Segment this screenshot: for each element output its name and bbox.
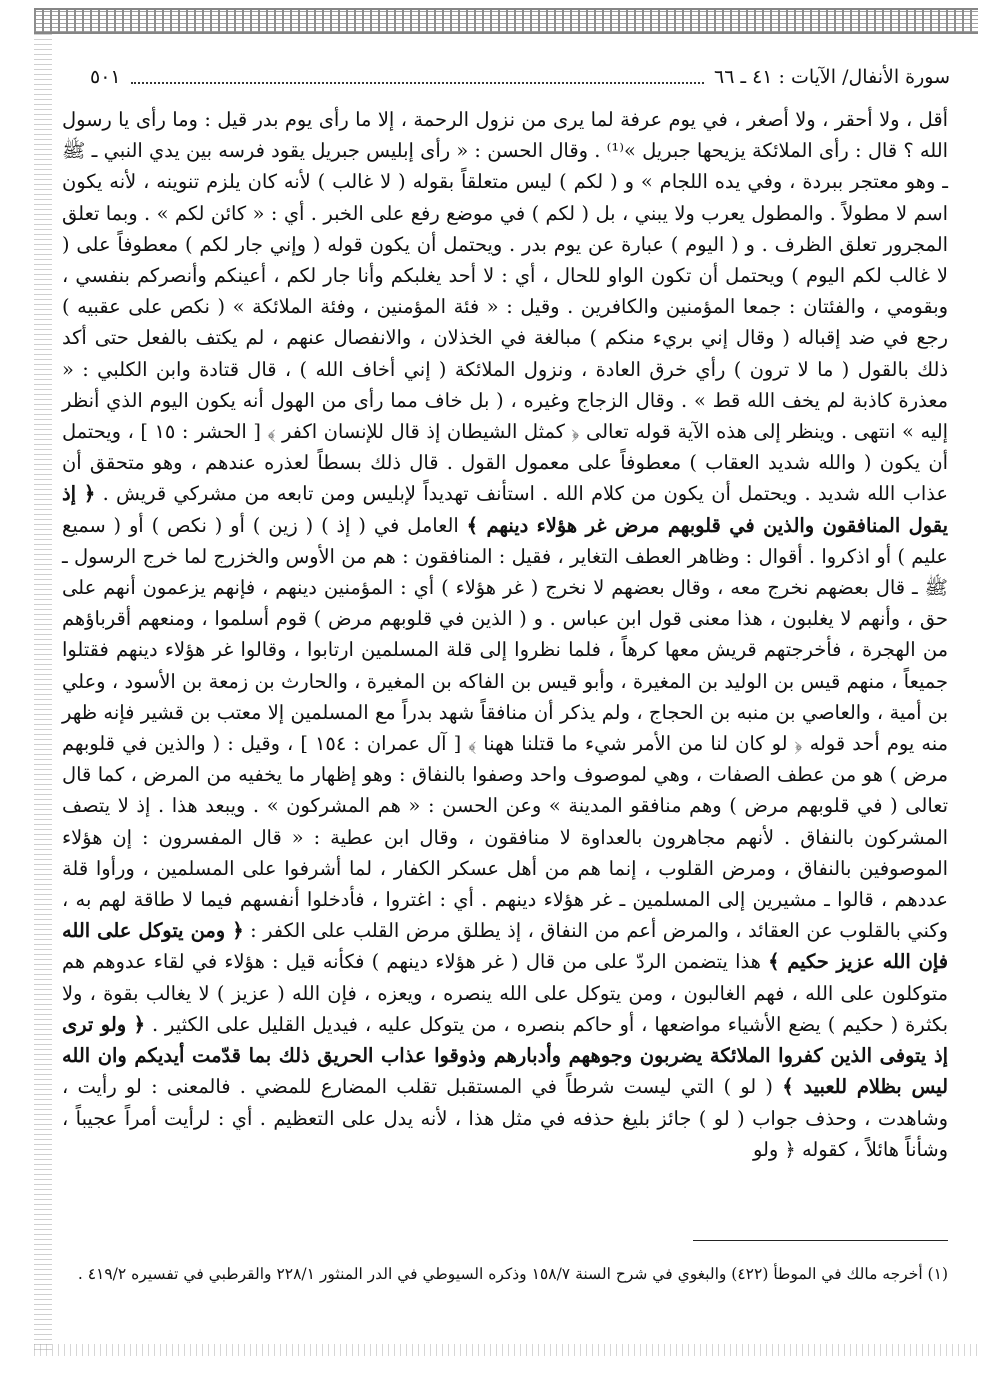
quran-verse: ﴿ إذ يقول المنافقون والذين في قلوبهم مرض غر هؤلاء دينهم ﴾: [62, 482, 948, 537]
main-text: [62, 104, 948, 1165]
footnote-separator: [693, 1240, 948, 1241]
page-header-title: سورة الأنفال/ الآيات : ٤١ ـ ٦٦: [713, 66, 950, 88]
commentary-text: العامل في ( إذ ) ( زين ) أو ( نكص ) أو ( سميع عليم ) أو اذكروا . أقوال : وظاهر العطف التغاير ، فقيل : المنافقون : هم من الأوس والخزرج لما خرج الرسول ـ ﷺ ـ قال بعضهم نخرج معه ، وقال بعضهم لا نخرج ( غر هؤلاء ) أي : المؤمنين دينهم ، فإنهم يزعمون أنهم على حق ، وأنهم لا يغلبون ، هذا معنى قول ابن عباس . و ( الذين في قلوبهم مرض ) قوم أسلموا ، ومنعهم أقرباؤهم من الهجرة ، فأخرجتهم قريش معها كرهاً ، فلما نظروا إلى قلة المسلمين ارتابوا ، وقالوا غر هؤلاء دينهم فقتلوا جميعاً ، منهم قيس بن الوليد بن المغيرة ، وأبو قيس بن الفاكه بن المغيرة ، والحارث بن زمعة بن الأسود ، وعلي بن أمية ، والعاصي بن منبه بن الحجاج ، ولم يذكر أن منافقاً شهد بدراً مع المسلمين إلا معتب بن قشير فإنه ظهر منه يوم أحد قوله ﴿ لو كان لنا من الأمر شيء ما قتلنا ههنا ﴾ [ آل عمران : ١٥٤ ] ، وقيل : ( والذين في قلوبهم مرض ) هو من عطف الصفات ، وهي لموصوف واحد وصفوا بالنفاق : وهو إظهار ما يخفيه من المرض ، كما قال تعالى ( في قلوبهم مرض ) وهم منافقو المدينة » وعن الحسن : « هم المشركون » . ويبعد هذا . إذ لا يتصف المشركون بالنفاق . لأنهم مجاهرون بالعداوة لا منافقون ، وقال ابن عطية : « قال المفسرون : إن هؤلاء الموصوفين بالنفاق ، ومرض القلوب ، إنما هم من أهل عسكر الكفار ، لما أشرفوا على المسلمين ، ورأوا قلة عددهم ، قالوا ـ مشيرين إلى المسلمين ـ غر هؤلاء دينهم . أي : اغتروا ، فأدخلوا أنفسهم فيما لا طاقة لهم به ، وكني بالقلوب عن العقائد ، والمرض أعم من النفاق ، إذ يطلق مرض القلب على الكفر :: [62, 513, 948, 943]
page-header: [90, 62, 950, 92]
quran-verse: ﴿ ومن يتوكل على الله فإن الله عزيز حكيم ﴾: [62, 919, 948, 974]
decorative-side-border: [34, 30, 52, 1350]
commentary-text: هذا يتضمن الردّ على من قال ( غر هؤلاء دينهم ) فكأنه قيل : هؤلاء في لقاء عدوهم هم متوكلون على الله ، فهم الغالبون ، ومن يتوكل على الله ينصره ، ويعزه ، فإن الله ( عزيز ) لا يغالب بقوة ، ولا بكثرة ( حكيم ) يضع الأشياء مواضعها ، أو حاكم بنصره ، من يتوكل عليه ، فيديل القليل على الكثير .: [62, 950, 948, 1036]
decorative-bottom-border: [34, 1344, 978, 1356]
commentary-text: ( لو ) التي ليست شرطاً في المستقبل تقلب المضارع للمضي . فالمعنى : لو رأيت ، وشاهدت ، وحذف جواب ( لو ) جائز بليغ حذفه في مثل هذا ، لأنه يدل على التعظيم . أي : لرأيت أمراً عجيباً ، وشأناً هائلاً ، كقوله ﴿ ولو: [62, 1075, 948, 1161]
page-number: ٥٠١: [90, 66, 121, 88]
text-paragraph: [62, 104, 948, 1165]
footnote: (١) أخرجه مالك في الموطأ (٤٢٢) والبغوي في شرح السنة ١٥٨/٧ وذكره السيوطي في الدر المنثور ٢٢٨/١ والقرطبي في تفسيره ٤١٩/٢ .: [77, 1265, 948, 1283]
commentary-text: أقل ، ولا أحقر ، ولا أصغر ، في يوم عرفة لما يرى من نزول الرحمة ، إلا ما رأى يوم بدر قيل : وما رأى يا رسول الله ؟ قال : رأى الملائكة يزيحها جبريل »⁽¹⁾ . وقال الحسن : « رأى إبليس جبريل يقود فرسه بين يدي النبي ـ ﷺ ـ وهو معتجر ببردة ، وفي يده اللجام » و ( لكم ) ليس متعلقاً بقوله ( لا غالب ) لأنه كان يلزم تنوينه ، لأنه يكون اسم لا مطولاً . والمطول يعرب ولا يبني ، بل ( لكم ) في موضع رفع على الخبر . أي : « كائن لكم » . وبما تعلق المجرور تعلق الظرف . و ( اليوم ) عبارة عن يوم بدر . ويحتمل أن يكون قوله ( وإني جار لكم ) معطوفاً على ( لا غالب لكم اليوم ) ويحتمل أن تكون الواو للحال ، أي : لا أحد يغلبكم وأنا جار لكم ، أعينكم وأنصركم بنفسي ، وبقومي ، والفئتان : جمعا المؤمنين والكافرين . وقيل : « فئة المؤمنين ، وفئة الملائكة » ( نكص على عقبيه ) رجع في ضد إقباله ( وقال إني بريء منكم ) مبالغة في الخذلان ، والانفصال عنهم ، لم يكتف بالفعل حتى أكد ذلك بالقول ( ما لا ترون ) رأي خرق العادة ، ونزول الملائكة ( إني أخاف الله ) ، قال قتادة وابن الكلبي : « معذرة كاذبة لم يخف الله قط » . وقال الزجاج وغيره ، ( بل خاف مما رأى من الهول أنه يكون اليوم الذي أنظر إليه » انتهى . وينظر إلى هذه الآية قوله تعالى ﴿ كمثل الشيطان إذ قال للإنسان اكفر ﴾ [ الحشر : ١٥ ] ، ويحتمل أن يكون ( والله شديد العقاب ) معطوفاً على معمول القول . قال ذلك بسطاً لعذره عندهم ، وهو متحقق أن عذاب الله شديد . ويحتمل أن يكون من كلام الله . استأنف تهديداً لإبليس ومن تابعه من مشركي قريش .: [62, 108, 949, 506]
quran-verse: ﴿ ولو ترى إذ يتوفى الذين كفروا الملائكة يضربون وجوههم وأدبارهم وذوقوا عذاب الحريق ذلك بما قدّمت أيديكم وان الله ليس بظلام للعبيد ﴾: [62, 1012, 948, 1099]
decorative-top-border: [34, 8, 978, 34]
header-dotted-rule: [131, 70, 704, 84]
